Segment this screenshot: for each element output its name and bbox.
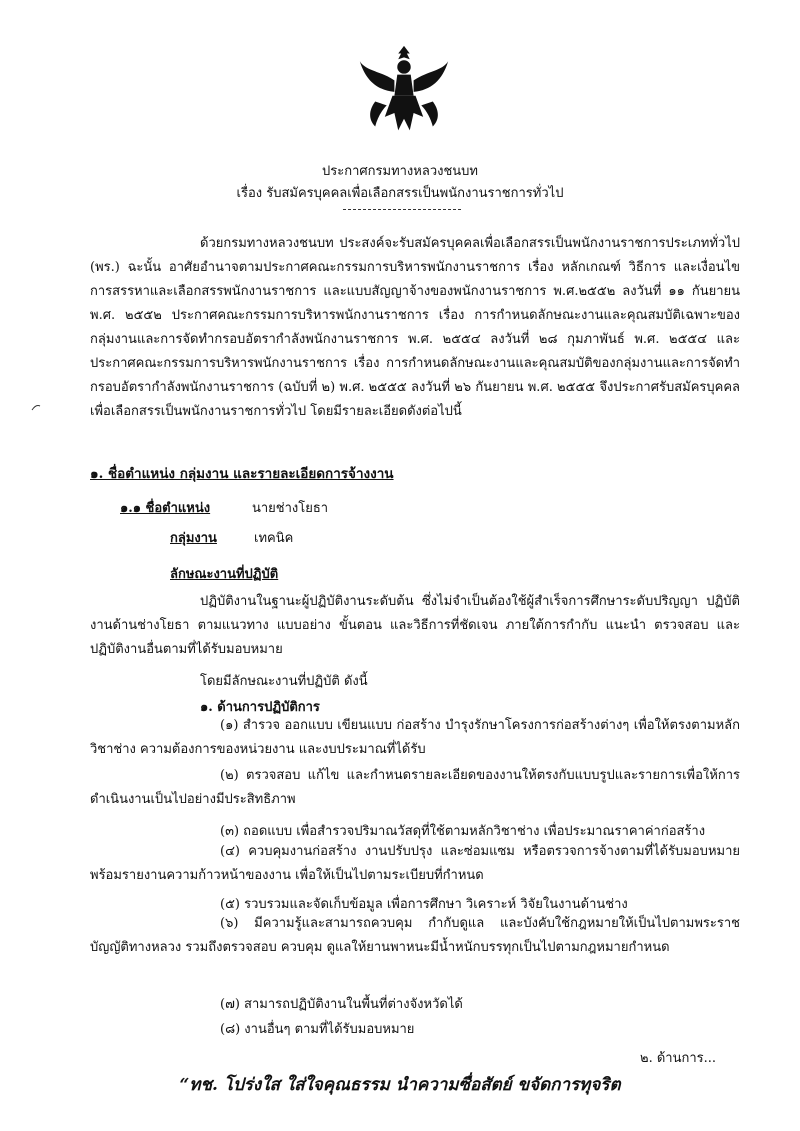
duty-item-text: (๖) มีความรู้และสามารถควบคุม กำกับดูแล และบังคับใช้กฎหมายให้เป็นไปตามพระราชบัญญัติทางหลวง รวมถึงตรวจสอบ ควบคุม ดูแลให้ยานพาหนะมีน้ำหนักบรรทุกเป็นไปตามกฎหมายกำหนด: [90, 916, 740, 955]
duty-item-1: [90, 714, 740, 762]
duty-item-4: [90, 840, 740, 888]
intro-paragraph: [90, 232, 740, 424]
duty-item-8: (๘) งานอื่นๆ ตามที่ได้รับมอบหมาย: [220, 1022, 415, 1037]
duties-paragraph: [90, 590, 740, 662]
divider-line: [343, 209, 461, 210]
position-row: [120, 497, 329, 518]
intro-text: ด้วยกรมทางหลวงชนบท ประสงค์จะรับสมัครบุคคลเพื่อเลือกสรรเป็นพนักงานราชการประเภททั่วไป (พร.) ฉะนั้น อาศัยอำนาจตามประกาศคณะกรรมการบริหารพนักงานราชการ เรื่อง หลักเกณฑ์ วิธีการ และเงื่อนไขการสรรหาและเลือกสรรพนักงานราชการ และแบบสัญญาจ้างของพนักงานราชการ พ.ศ.๒๕๕๒ ลงวันที่ ๑๑ กันยายน พ.ศ. ๒๕๕๒ ประกาศคณะกรรมการบริหารพนักงานราชการ เรื่อง การกำหนดลักษณะงานและคุณสมบัติเฉพาะของกลุ่มงานและการจัดทำกรอบอัตรากำลังพนักงานราชการ พ.ศ. ๒๕๕๔ ลงวันที่ ๒๘ กุมภาพันธ์ พ.ศ. ๒๕๕๔ และประกาศคณะกรรมการบริหารพนักงานราชการ เรื่อง การกำหนดลักษณะงานและคุณสมบัติของกลุ่มงานและการจัดทำกรอบอัตรากำลังพนักงานราชการ (ฉบับที่ ๒) พ.ศ. ๒๕๕๕ ลงวันที่ ๒๖ กันยายน พ.ศ. ๒๕๕๕ จึงประกาศรับสมัครบุคคลเพื่อเลือกสรรเป็นพนักงานราชการทั่วไป โดยมีรายละเอียดดังต่อไปนี้: [90, 236, 740, 419]
garuda-emblem-icon: [356, 42, 452, 138]
subsection-operations: ๑. ด้านการปฏิบัติการ: [200, 700, 320, 715]
duty-item-3: (๓) ถอดแบบ เพื่อสำรวจปริมาณวัสดุที่ใช้ตามหลักวิชาช่าง เพื่อประมาณราคาค่าก่อสร้าง: [220, 824, 706, 839]
group-row: [170, 527, 294, 548]
duties-intro: โดยมีลักษณะงานที่ปฏิบัติ ดังนี้: [200, 674, 368, 689]
duties-heading: ลักษณะงานที่ปฏิบัติ: [170, 567, 279, 582]
duty-item-7: (๗) สามารถปฏิบัติงานในพื้นที่ต่างจังหวัดได้: [220, 997, 463, 1012]
scan-mark-icon: [30, 402, 42, 414]
duty-item-text: (๑) สำรวจ ออกแบบ เขียนแบบ ก่อสร้าง บำรุงรักษาโครงการก่อสร้างต่างๆ เพื่อให้ตรงตามหลักวิชาช่าง ความต้องการของหน่วยงาน และงบประมาณที่ได้รับ: [90, 718, 740, 757]
footer-slogan: “ทช. โปร่งใส ใส่ใจคุณธรรม นำความซื่อสัตย์ ขจัดการทุจริต: [179, 1075, 621, 1095]
group-label: กลุ่มงาน: [170, 531, 217, 546]
duty-item-2: [90, 764, 740, 812]
duty-item-5: (๕) รวบรวมและจัดเก็บข้อมูล เพื่อการศึกษา วิเคราะห์ วิจัยในงานด้านช่าง: [220, 897, 628, 912]
duty-item-text: (๒) ตรวจสอบ แก้ไข และกำหนดรายละเอียดของงานให้ตรงกับแบบรูปและรายการเพื่อให้การดำเนินงานเป็นไปอย่างมีประสิทธิภาพ: [90, 768, 740, 807]
duties-text: ปฏิบัติงานในฐานะผู้ปฏิบัติงานระดับต้น ซึ่งไม่จำเป็นต้องใช้ผู้สำเร็จการศึกษาระดับปริญญา ปฏิบัติงานด้านช่างโยธา ตามแนวทาง แบบอย่าง ขั้นตอน และวิธีการที่ชัดเจน ภายใต้การกำกับ แนะนำ ตรวจสอบ และปฏิบัติงานอื่นตามที่ได้รับมอบหมาย: [90, 594, 740, 657]
duty-item-6: [90, 912, 740, 960]
position-value: นายช่างโยธา: [252, 501, 329, 516]
position-label: ๑.๑ ชื่อตำแหน่ง: [120, 501, 211, 516]
group-value: เทคนิค: [254, 531, 294, 546]
announcement-title: ประกาศกรมทางหลวงชนบท: [322, 164, 478, 179]
duty-item-text: (๔) ควบคุมงานก่อสร้าง งานปรับปรุง และซ่อมแซม หรือตรวจการจ้างตามที่ได้รับมอบหมาย พร้อมรายงานความก้าวหน้าของงาน เพื่อให้เป็นไปตามระเบียบที่กำหนด: [90, 844, 740, 883]
announcement-subject: เรื่อง รับสมัครบุคคลเพื่อเลือกสรรเป็นพนักงานราชการทั่วไป: [236, 186, 564, 201]
continued-marker: ๒. ด้านการ...: [640, 1051, 717, 1066]
section-1-heading: ๑. ชื่อตำแหน่ง กลุ่มงาน และรายละเอียดการจ้างงาน: [90, 466, 394, 482]
